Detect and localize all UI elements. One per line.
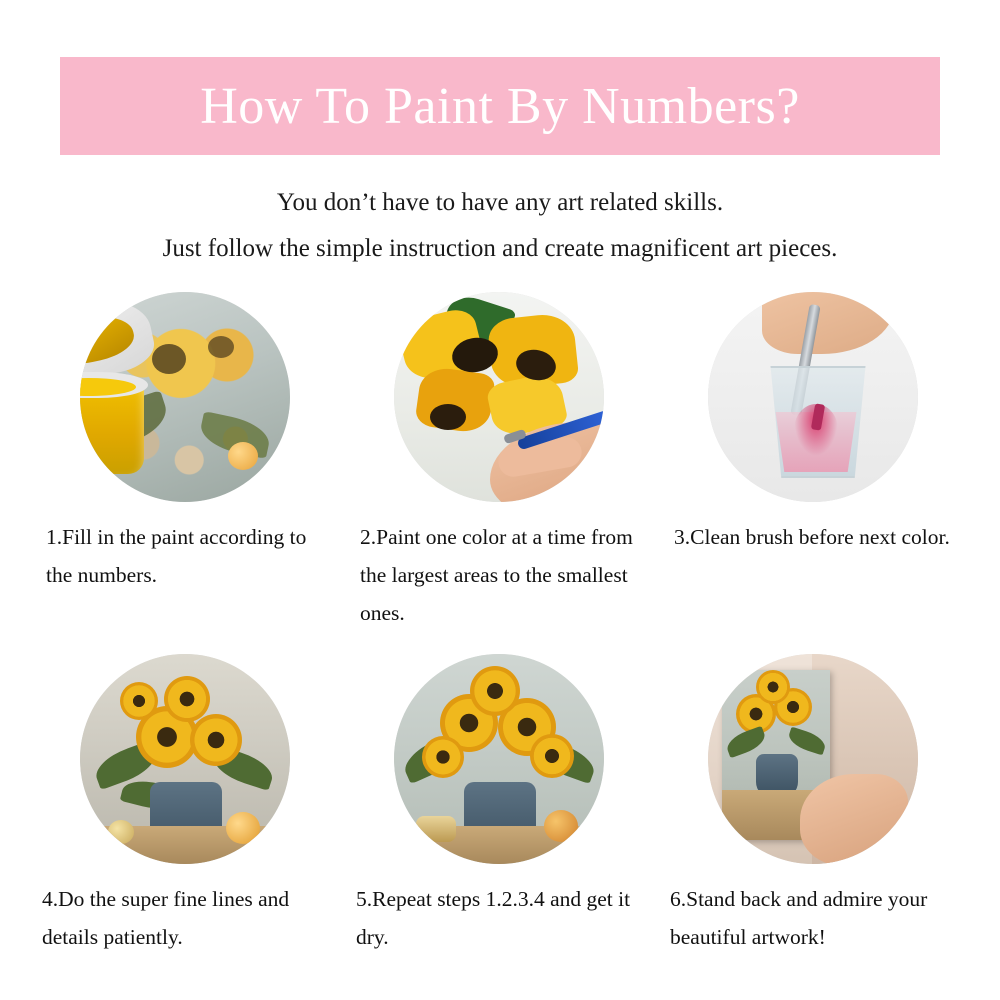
flower-center-shape	[152, 344, 186, 374]
step-2-image-wrap	[346, 292, 652, 502]
fruit-shape	[226, 812, 260, 844]
fruit-shape	[108, 820, 134, 844]
sunflower-icon	[470, 666, 520, 716]
step-4-image-wrap	[32, 654, 338, 864]
step-2-image	[394, 292, 604, 502]
step-4-caption: 4.Do the super fine lines and details patiently.	[42, 887, 290, 949]
fruit-shape	[228, 442, 258, 470]
header-banner	[60, 57, 940, 155]
step-4-image	[80, 654, 290, 864]
step-1-image-wrap	[32, 292, 338, 502]
sunflower-icon	[422, 736, 464, 778]
intro-line-1: You don’t have to have any art related skills.	[276, 189, 724, 216]
step-5-caption: 5.Repeat steps 1.2.3.4 and get it dry.	[356, 887, 631, 949]
leaf-shape	[786, 727, 828, 756]
step-item-2	[342, 292, 656, 632]
intro-line-2: Just follow the simple instruction and create magnificent art pieces.	[162, 235, 838, 262]
intro-text	[0, 180, 1000, 272]
step-1-image	[80, 292, 290, 502]
step-3-image	[708, 292, 918, 502]
step-6-image-wrap	[660, 654, 966, 864]
step-6-caption: 6.Stand back and admire your beautiful artwork!	[670, 887, 928, 949]
hand-icon	[800, 774, 908, 864]
step-6-image	[708, 654, 918, 864]
sunflower-icon	[190, 714, 242, 766]
step-item-1	[28, 292, 342, 632]
step-5-image	[394, 654, 604, 864]
basket-shape	[416, 816, 456, 842]
fruit-shape	[544, 810, 578, 842]
step-item-6	[656, 654, 970, 956]
step-1-caption: 1.Fill in the paint according to the numbers.	[46, 525, 307, 587]
sunflower-icon	[530, 734, 574, 778]
page-title: How To Paint By Numbers?	[200, 77, 800, 135]
sunflower-icon	[756, 670, 790, 704]
step-3-image-wrap	[660, 292, 966, 502]
step-2-caption: 2.Paint one color at a time from the largest areas to the smallest ones.	[360, 525, 633, 625]
flower-center-shape	[208, 336, 234, 358]
step-item-4	[28, 654, 342, 956]
step-3-caption: 3.Clean brush before next color.	[674, 525, 950, 549]
step-5-image-wrap	[346, 654, 652, 864]
steps-grid	[28, 292, 972, 978]
flower-center-shape	[430, 404, 466, 430]
sunflower-icon	[120, 682, 158, 720]
sunflower-icon	[164, 676, 210, 722]
step-item-3	[656, 292, 970, 632]
step-item-5	[342, 654, 656, 956]
